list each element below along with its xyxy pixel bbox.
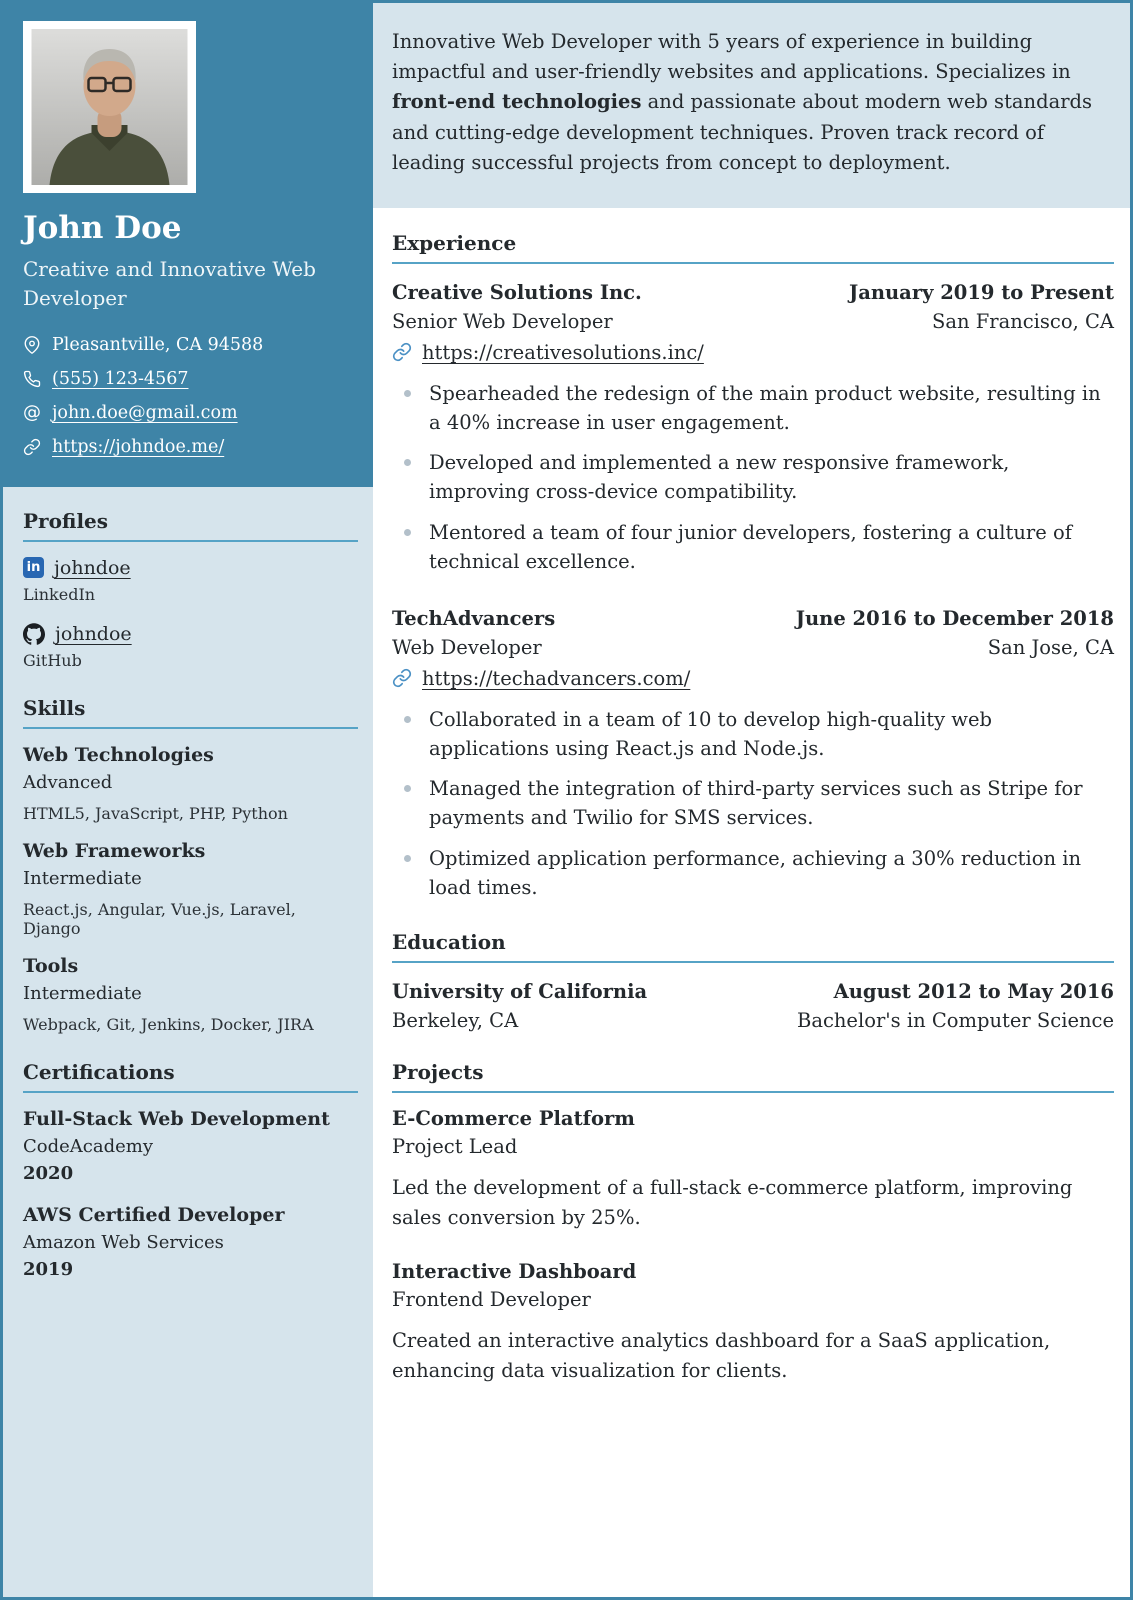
project-entry — [392, 1260, 1114, 1386]
certification-issuer: CodeAcademy — [23, 1135, 154, 1157]
contact-website — [23, 437, 353, 457]
link-icon — [392, 668, 412, 688]
job-entry — [392, 604, 1114, 902]
certification-issuer: Amazon Web Services — [23, 1231, 224, 1253]
profile-network-label: GitHub — [23, 650, 82, 670]
certification-year: 2019 — [23, 1258, 74, 1280]
skill-level: Advanced — [23, 771, 113, 793]
job-bullet-list — [392, 705, 1114, 903]
skill-level: Intermediate — [23, 982, 142, 1004]
main-body — [373, 208, 1130, 1413]
certification-name: AWS Certified Developer — [23, 1203, 285, 1226]
linkedin-username-link[interactable]: johndoe — [54, 556, 131, 579]
profiles-heading: Profiles — [23, 509, 358, 542]
experience-section — [392, 231, 1114, 902]
job-role: Web Developer — [392, 636, 542, 660]
person-title: Creative and Innovative Web Developer — [23, 256, 316, 310]
certification-item — [23, 1108, 358, 1184]
skill-level: Intermediate — [23, 867, 142, 889]
job-bullet: Managed the integration of third-party services such as Stripe for payments and Twilio for SMS services. — [392, 774, 1114, 833]
skill-name: Web Frameworks — [23, 839, 206, 862]
education-subheader-row — [392, 1006, 1114, 1035]
job-subheader-row — [392, 633, 1114, 662]
job-header-row — [392, 604, 1114, 633]
job-bullet: Developed and implemented a new responsive framework, improving cross-device compatibility. — [392, 448, 1114, 507]
project-name: Interactive Dashboard — [392, 1260, 637, 1284]
profiles-section — [23, 509, 358, 670]
profile-network-label: LinkedIn — [23, 584, 96, 604]
company-name: TechAdvancers — [392, 607, 556, 631]
company-name: Creative Solutions Inc. — [392, 281, 642, 305]
skill-item — [23, 744, 358, 823]
job-location: San Jose, CA — [987, 636, 1114, 660]
school-name: University of California — [392, 980, 648, 1004]
skill-item — [23, 840, 358, 938]
portrait-illustration — [31, 29, 188, 185]
company-url-link[interactable]: https://techadvancers.com/ — [422, 666, 691, 690]
job-subheader-row — [392, 307, 1114, 336]
job-bullet: Collaborated in a team of 10 to develop high-quality web applications using React.js and Node.js. — [392, 705, 1114, 764]
sidebar-header — [3, 3, 373, 487]
skill-keywords: HTML5, JavaScript, PHP, Python — [23, 803, 288, 823]
sidebar — [3, 3, 373, 1597]
job-bullet: Mentored a team of four junior developers, fostering a culture of technical excellence. — [392, 518, 1114, 577]
summary-text: Innovative Web Developer with 5 years of experience in building impactful and user-friendly websites and applications. Specializes in — [392, 30, 1071, 84]
summary-bold-text: front-end technologies — [392, 90, 642, 114]
project-role: Project Lead — [392, 1134, 518, 1158]
education-section — [392, 930, 1114, 1036]
certification-name: Full-Stack Web Development — [23, 1107, 330, 1130]
map-pin-icon — [23, 336, 41, 354]
experience-heading: Experience — [392, 231, 1114, 264]
github-username-link[interactable]: johndoe — [55, 622, 132, 645]
email-link[interactable]: john.doe@gmail.com — [52, 402, 238, 423]
profile-row — [23, 623, 358, 645]
job-link-row — [392, 341, 1114, 364]
main-content — [373, 3, 1130, 1597]
certifications-section — [23, 1060, 358, 1280]
job-entry — [392, 278, 1114, 576]
website-link[interactable]: https://johndoe.me/ — [52, 436, 225, 457]
linkedin-icon: in — [23, 557, 44, 578]
projects-section — [392, 1060, 1114, 1387]
job-bullet-list — [392, 379, 1114, 577]
certification-item — [23, 1204, 358, 1280]
skill-name: Web Technologies — [23, 743, 214, 766]
project-name: E-Commerce Platform — [392, 1106, 635, 1130]
certification-year: 2020 — [23, 1162, 74, 1184]
projects-heading: Projects — [392, 1060, 1114, 1093]
company-url-link[interactable]: https://creativesolutions.inc/ — [422, 340, 704, 364]
job-location: San Francisco, CA — [931, 310, 1114, 334]
phone-link[interactable]: (555) 123-4567 — [52, 368, 189, 389]
link-icon — [23, 438, 41, 456]
contact-location — [23, 335, 353, 355]
profile-linkedin — [23, 557, 358, 604]
phone-icon — [23, 370, 41, 388]
summary-block — [373, 3, 1130, 208]
skills-heading: Skills — [23, 696, 358, 729]
job-bullet: Optimized application performance, achieving a 30% reduction in load times. — [392, 844, 1114, 903]
person-name: John Doe — [23, 210, 182, 246]
github-icon — [23, 623, 45, 645]
job-link-row — [392, 667, 1114, 690]
job-role: Senior Web Developer — [392, 310, 613, 334]
degree: Bachelor's in Computer Science — [797, 1009, 1114, 1033]
skill-keywords: Webpack, Git, Jenkins, Docker, JIRA — [23, 1014, 314, 1034]
at-sign-icon: @ — [23, 401, 41, 423]
skill-item — [23, 955, 358, 1034]
project-entry — [392, 1107, 1114, 1233]
contact-list — [23, 335, 353, 457]
job-bullet: Spearheaded the redesign of the main product website, resulting in a 40% increase in user engagement. — [392, 379, 1114, 438]
profile-photo — [23, 21, 196, 193]
profile-row — [23, 557, 358, 579]
job-dates: January 2019 to Present — [848, 281, 1114, 305]
skill-name: Tools — [23, 954, 79, 977]
project-description: Created an interactive analytics dashboard for a SaaS application, enhancing data visualization for clients. — [392, 1329, 1051, 1383]
skills-section — [23, 696, 358, 1034]
summary-text: and passionate about modern web standards and cutting-edge development techniques. Proven track record of leading successful projects from concept to deployment. — [392, 90, 1093, 174]
project-description: Led the development of a full-stack e-commerce platform, improving sales conversion by 25%. — [392, 1175, 1073, 1229]
skill-keywords: React.js, Angular, Vue.js, Laravel, Django — [23, 899, 296, 938]
education-dates: August 2012 to May 2016 — [833, 980, 1114, 1004]
education-heading: Education — [392, 930, 1114, 963]
profile-github — [23, 623, 358, 670]
education-header-row — [392, 977, 1114, 1006]
location-text: Pleasantville, CA 94588 — [52, 334, 264, 355]
link-icon — [392, 342, 412, 362]
job-dates: June 2016 to December 2018 — [795, 607, 1114, 631]
contact-phone — [23, 369, 353, 389]
job-header-row — [392, 278, 1114, 307]
sidebar-details — [3, 487, 373, 1597]
school-location: Berkeley, CA — [392, 1009, 519, 1033]
certifications-heading: Certifications — [23, 1060, 358, 1093]
project-role: Frontend Developer — [392, 1288, 591, 1312]
contact-email — [23, 403, 353, 423]
